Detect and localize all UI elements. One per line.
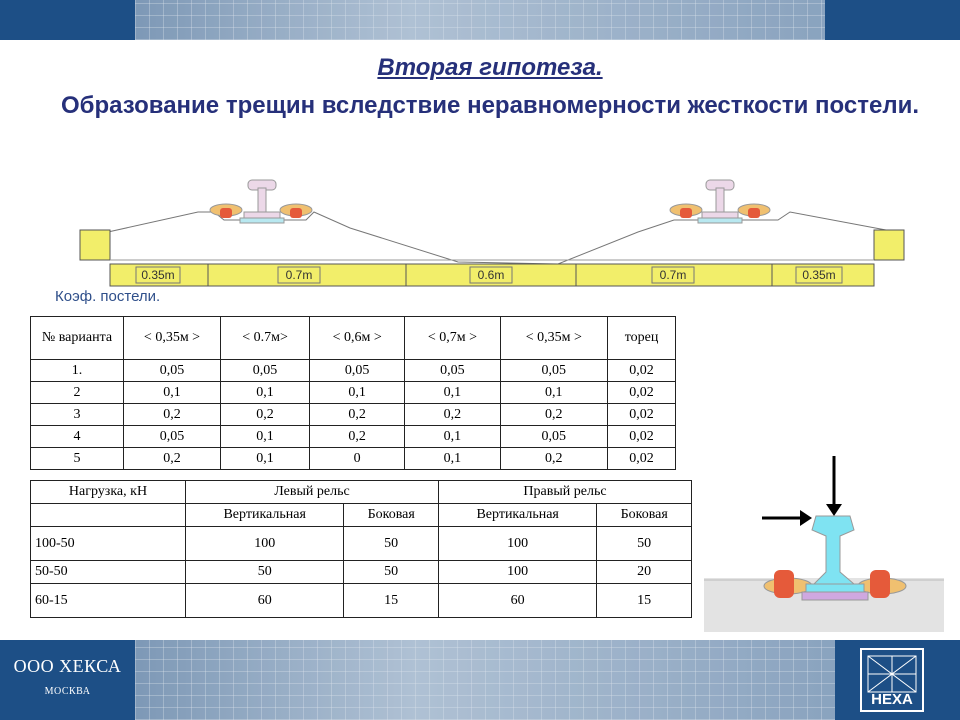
header-banner [0,0,960,40]
table-header-cell: < 0,35м > [500,317,608,360]
table-header-cell: торец [608,317,676,360]
table-cell: 0,02 [608,426,676,448]
table-header-cell: < 0,6м > [310,317,405,360]
table-row [31,404,676,426]
table-cell: 0,1 [221,448,310,470]
table-cell: 15 [344,584,439,618]
table-cell: 100-50 [31,527,186,561]
table-cell: 0,1 [221,382,310,404]
table-cell: 50-50 [31,561,186,584]
table-header-cell: < 0.7м> [221,317,310,360]
table-cell: 0,1 [310,382,405,404]
table-cell: 0,2 [124,448,221,470]
table-cell: 1. [31,360,124,382]
table-cell: 0,1 [405,426,500,448]
logo-text: НЕХА [871,691,913,708]
table-cell: 4 [31,426,124,448]
table-header-cell: Правый рельс [438,481,691,504]
right-rail-icon [670,180,770,223]
table-cell: 0,02 [608,448,676,470]
load-table [30,480,692,618]
table-cell: 0,02 [608,404,676,426]
table-header-cell: < 0,35м > [124,317,221,360]
logo-grid-icon [862,650,922,696]
table-cell: 0,05 [221,360,310,382]
table-header-row [31,317,676,360]
slide-title: Образование трещин вследствие неравномерности жесткости постели. [60,92,919,119]
rail-load-diagram [704,452,944,632]
table-row [31,382,676,404]
table-cell: 0,1 [405,382,500,404]
table-subheader-row [31,504,692,527]
segment-label: 0.7m [285,268,313,282]
table-cell: 60 [186,584,344,618]
table-cell [31,504,186,527]
footer-mesh-image [135,640,835,720]
table-header-cell: Боковая [597,504,692,527]
table-cell: 2 [31,382,124,404]
table-header-cell: Боковая [344,504,439,527]
segment-label: 0.6m [477,268,505,282]
table-cell: 0,2 [124,404,221,426]
table-cell: 50 [344,527,439,561]
table-cell: 60 [438,584,596,618]
table-cell: 0,2 [500,448,608,470]
table-cell: 20 [597,561,692,584]
header-mesh-image [135,0,825,40]
table-cell: 0,2 [405,404,500,426]
table-cell: 0,1 [124,382,221,404]
table-header-cell: Вертикальная [186,504,344,527]
table-header-row [31,481,692,504]
table-cell: 0,2 [500,404,608,426]
table-row [31,448,676,470]
table-cell: 0,05 [124,426,221,448]
table-cell: 100 [438,561,596,584]
table-cell: 100 [438,527,596,561]
segment-label: 0.35m [802,268,836,282]
table-cell: 0,05 [405,360,500,382]
table-cell: 0,02 [608,360,676,382]
left-rail-icon [210,180,312,223]
table-cell: 15 [597,584,692,618]
hexa-logo [860,648,924,712]
table-cell: 0,1 [221,426,310,448]
table-cell: 0,05 [500,426,608,448]
table-cell: 60-15 [31,584,186,618]
company-name: ООО ХЕКСА [13,656,122,676]
table-cell: 0,2 [310,426,405,448]
table-cell: 3 [31,404,124,426]
table-cell: 0,1 [500,382,608,404]
table-header-cell: Вертикальная [438,504,596,527]
table-cell: 0,05 [500,360,608,382]
table-cell: 0,05 [310,360,405,382]
table-row [31,584,692,618]
table-cell: 50 [597,527,692,561]
rail-section-icon [764,516,906,600]
sleeper-diagram [78,172,908,292]
company-city: МОСКВА [44,686,91,697]
table-row [31,527,692,561]
coefficient-label: Коэф. постели. [55,288,161,305]
segment-label: 0.35m [141,268,175,282]
segment-label: 0.7m [659,268,687,282]
table-cell: 0 [310,448,405,470]
table-cell: 0,05 [124,360,221,382]
table-cell: 0,2 [221,404,310,426]
table-cell: 50 [344,561,439,584]
table-header-cell: № варианта [31,317,124,360]
footer-banner [0,640,960,720]
table-cell: 5 [31,448,124,470]
table-header-cell: Нагрузка, кН [31,481,186,504]
table-header-cell: < 0,7м > [405,317,500,360]
table-cell: 0,1 [405,448,500,470]
table-row [31,360,676,382]
table-cell: 0,2 [310,404,405,426]
table-cell: 0,02 [608,382,676,404]
hypothesis-heading: Вторая гипотеза. [377,54,603,81]
table-header-cell: Левый рельс [186,481,439,504]
table-row [31,561,692,584]
table-row [31,426,676,448]
table-cell: 100 [186,527,344,561]
bed-coefficient-table [30,316,676,470]
table-cell: 50 [186,561,344,584]
